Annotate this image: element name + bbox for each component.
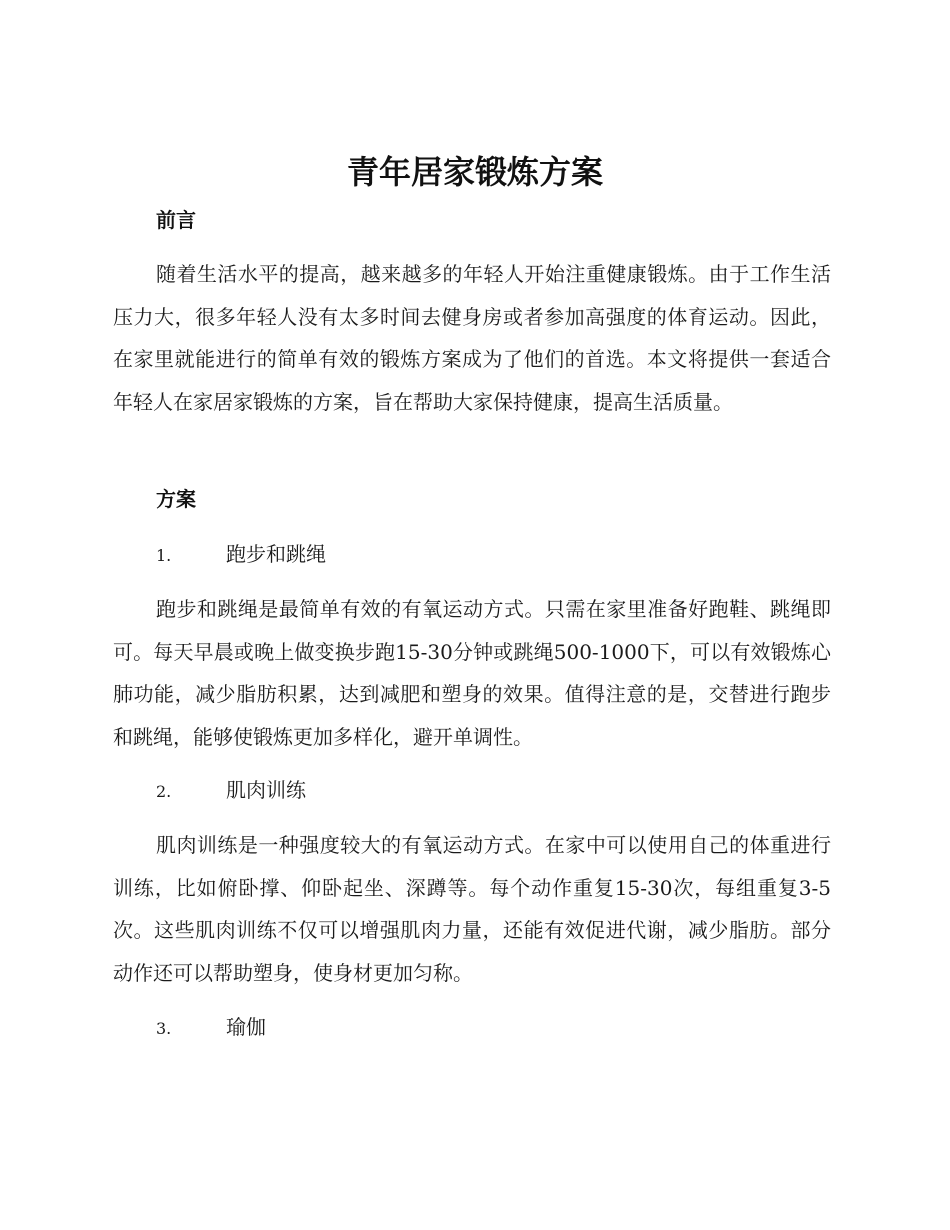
- plan-item-2-paragraph: 肌肉训练是一种强度较大的有氧运动方式。在家中可以使用自己的体重进行训练，比如俯卧撑、仰卧起坐、深蹲等。每个动作重复15-30次，每组重复3-5次。这些肌肉训练不仅可以增强肌肉力量，还能有效促进代谢，减少脂肪。部分动作还可以帮助塑身，使身材更加匀称。: [113, 833, 831, 985]
- plan-item-title: 肌肉训练: [226, 778, 306, 802]
- plan-item-title: 跑步和跳绳: [226, 542, 326, 566]
- preface-heading: 前言: [156, 208, 196, 232]
- plan-heading: 方案: [156, 487, 196, 511]
- plan-item-number: 2.: [156, 782, 172, 801]
- plan-item-2-heading: [156, 776, 306, 806]
- document-title: 青年居家锻炼方案: [346, 153, 603, 191]
- plan-item-1-heading: [156, 540, 326, 570]
- plan-item-number: 1.: [156, 546, 172, 565]
- plan-item-title: 瑜伽: [226, 1015, 266, 1039]
- plan-item-1-paragraph: 跑步和跳绳是最简单有效的有氧运动方式。只需在家里准备好跑鞋、跳绳即可。每天早晨或晚上做变换步跑15-30分钟或跳绳500-1000下，可以有效锻炼心肺功能，减少脂肪积累，达到减肥和塑身的效果。值得注意的是，交替进行跑步和跳绳，能够使锻炼更加多样化，避开单调性。: [113, 597, 831, 749]
- plan-item-number: 3.: [156, 1019, 172, 1038]
- plan-item-3-heading: [156, 1013, 266, 1043]
- preface-paragraph: 随着生活水平的提高，越来越多的年轻人开始注重健康锻炼。由于工作生活压力大，很多年轻人没有太多时间去健身房或者参加高强度的体育运动。因此，在家里就能进行的简单有效的锻炼方案成为了他们的首选。本文将提供一套适合年轻人在家居家锻炼的方案，旨在帮助大家保持健康，提高生活质量。: [113, 262, 831, 414]
